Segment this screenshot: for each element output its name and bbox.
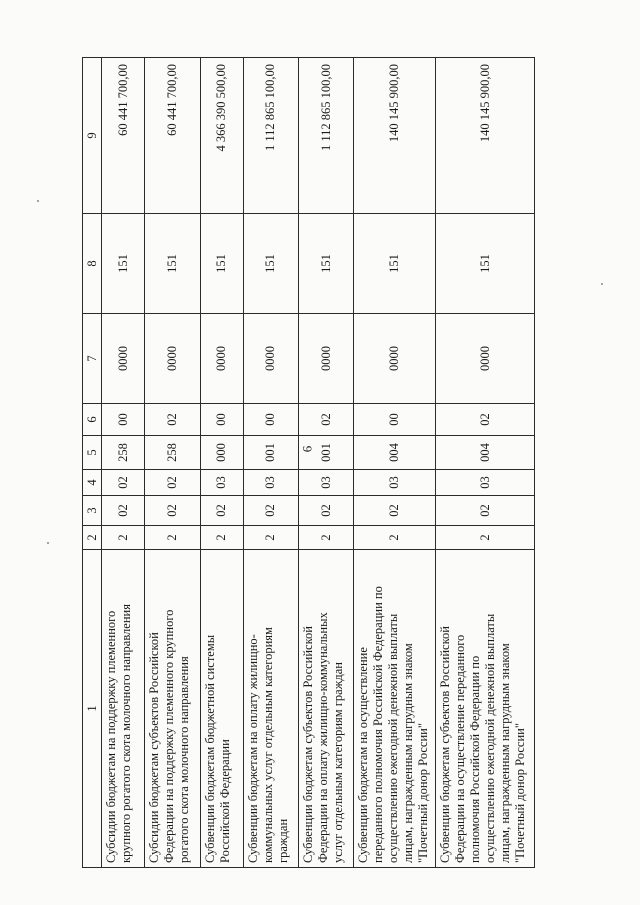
table-body: [102, 58, 535, 868]
code-cell-7: 0000: [354, 314, 436, 404]
description-line: Федерации на поддержку племенного крупного: [162, 609, 177, 863]
table-row: [102, 58, 145, 868]
description-line: рогатого скота молочного направления: [177, 656, 192, 863]
amount-cell: 60 441 700,00: [145, 58, 200, 214]
description-line: Субсидии бюджетам субъектов Российской: [147, 632, 162, 863]
description-line: "Почетный донор России": [513, 723, 528, 863]
code-cell-4: 03: [243, 470, 298, 496]
code-cell-5: 001: [299, 436, 354, 470]
row-description: [145, 550, 200, 868]
code-cell-3: 02: [200, 496, 243, 526]
description-line: Субвенции бюджетам субъектов Российской: [438, 626, 453, 863]
code-cell-7: 0000: [145, 314, 200, 404]
row-description: [243, 550, 298, 868]
header-col-2: 2: [83, 526, 102, 550]
row-description: [299, 550, 354, 868]
code-cell-6: 02: [145, 404, 200, 436]
amount-cell: 1 112 865 100,00: [299, 58, 354, 214]
code-cell-7: 0000: [436, 314, 535, 404]
table-row: [145, 58, 200, 868]
code-cell-2: 2: [200, 526, 243, 550]
code-cell-4: 03: [200, 470, 243, 496]
code-cell-3: 02: [243, 496, 298, 526]
description-line: осуществлению ежегодной денежной выплаты: [386, 613, 401, 863]
description-line: лицам, награжденным нагрудным знаком: [498, 643, 513, 863]
table-row: [436, 58, 535, 868]
scan-speck: [47, 542, 49, 544]
amount-cell: 1 112 865 100,00: [243, 58, 298, 214]
header-col-6: 6: [83, 404, 102, 436]
budget-table: [82, 57, 535, 868]
code-cell-8: 151: [354, 214, 436, 314]
rotated-table-sheet: [82, 58, 535, 868]
code-cell-6: 00: [102, 404, 145, 436]
code-cell-4: 03: [299, 470, 354, 496]
code-cell-8: 151: [102, 214, 145, 314]
code-cell-2: 2: [243, 526, 298, 550]
code-cell-7: 0000: [102, 314, 145, 404]
code-cell-5: 001: [243, 436, 298, 470]
header-row: [83, 58, 102, 868]
code-cell-7: 0000: [299, 314, 354, 404]
code-cell-6: 02: [436, 404, 535, 436]
code-cell-4: 02: [102, 470, 145, 496]
code-cell-5: 258: [102, 436, 145, 470]
amount-cell: 60 441 700,00: [102, 58, 145, 214]
description-line: Субсидии бюджетам на поддержку племенного: [104, 610, 118, 863]
code-cell-7: 0000: [243, 314, 298, 404]
header-col-3: 3: [83, 496, 102, 526]
header-col-7: 7: [83, 314, 102, 404]
description-line: коммунальных услуг отдельным категориям: [260, 627, 275, 863]
description-line: "Почетный донор России": [416, 723, 431, 863]
description-line: Субвенции бюджетам на оплату жилищно-: [245, 634, 260, 863]
header-col-9: 9: [83, 58, 102, 214]
code-cell-6: 00: [200, 404, 243, 436]
amount-cell: 140 145 900,00: [436, 58, 535, 214]
description-line: переданного полномочия Российской Федерации по: [371, 586, 386, 863]
table-row: [299, 58, 354, 868]
code-cell-3: 02: [102, 496, 145, 526]
description-line: лицам, награжденным нагрудным знаком: [401, 643, 416, 863]
code-cell-2: 2: [299, 526, 354, 550]
code-cell-2: 2: [436, 526, 535, 550]
code-cell-4: 02: [145, 470, 200, 496]
page-number: 6: [299, 445, 315, 453]
row-description: [102, 550, 145, 868]
code-cell-4: 03: [436, 470, 535, 496]
description-line: Субвенции бюджетам на осуществление: [356, 647, 371, 863]
code-cell-8: 151: [436, 214, 535, 314]
code-cell-7: 0000: [200, 314, 243, 404]
table-row: [243, 58, 298, 868]
description-line: Субвенции бюджетам субъектов Российской: [301, 626, 315, 863]
code-cell-6: 00: [354, 404, 436, 436]
code-cell-8: 151: [200, 214, 243, 314]
code-cell-8: 151: [299, 214, 354, 314]
scan-speck: [601, 283, 603, 285]
code-cell-5: 258: [145, 436, 200, 470]
description-line: услуг отдельным категориям граждан: [331, 662, 345, 863]
row-description: [200, 550, 243, 868]
row-description: [436, 550, 535, 868]
description-line: Субвенции бюджетам бюджетной системы: [202, 634, 217, 863]
code-cell-5: 004: [354, 436, 436, 470]
header-col-1: 1: [83, 550, 102, 868]
header-col-8: 8: [83, 214, 102, 314]
table-row: [354, 58, 436, 868]
code-cell-8: 151: [243, 214, 298, 314]
code-cell-3: 02: [436, 496, 535, 526]
code-cell-6: 00: [243, 404, 298, 436]
code-cell-5: 000: [200, 436, 243, 470]
header-col-5: 5: [83, 436, 102, 470]
code-cell-3: 02: [299, 496, 354, 526]
amount-cell: 140 145 900,00: [354, 58, 436, 214]
row-description: [354, 550, 436, 868]
code-cell-2: 2: [354, 526, 436, 550]
code-cell-2: 2: [102, 526, 145, 550]
code-cell-4: 03: [354, 470, 436, 496]
description-line: Федерации на оплату жилищно-коммунальных: [316, 612, 330, 863]
table-row: [200, 58, 243, 868]
code-cell-3: 02: [354, 496, 436, 526]
code-cell-2: 2: [145, 526, 200, 550]
description-line: граждан: [275, 818, 290, 863]
scan-speck: [37, 200, 39, 202]
code-cell-5: 004: [436, 436, 535, 470]
code-cell-3: 02: [145, 496, 200, 526]
description-line: полномочия Российской Федерации по: [468, 655, 483, 863]
description-line: Федерации на осуществление переданного: [453, 634, 468, 863]
code-cell-6: 02: [299, 404, 354, 436]
code-cell-8: 151: [145, 214, 200, 314]
header-col-4: 4: [83, 470, 102, 496]
amount-cell: 4 366 390 500,00: [200, 58, 243, 214]
description-line: осуществлению ежегодной денежной выплаты: [483, 613, 498, 863]
description-line: Российской Федерации: [217, 739, 232, 863]
description-line: крупного рогатого скота молочного направления: [119, 604, 133, 863]
